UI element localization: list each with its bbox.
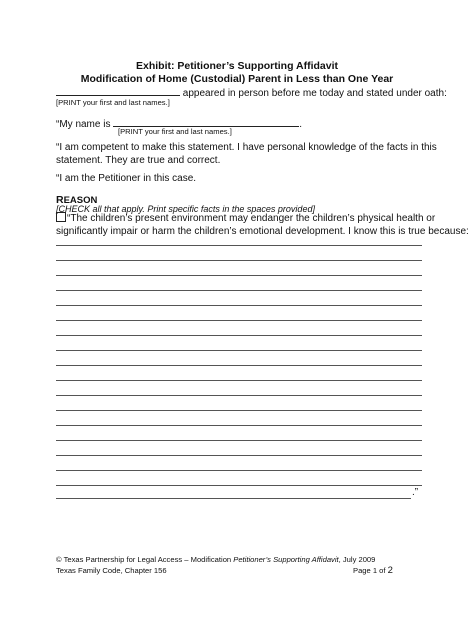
reason-instruction: [CHECK all that apply. Print specific facts in the spaces provided] [56, 204, 315, 214]
writing-line-last[interactable] [56, 498, 411, 499]
petitioner-statement: “I am the Petitioner in this case. [56, 173, 197, 184]
footer-copyright: © Texas Partnership for Legal Access – Modification Petitioner’s Supporting Affidavit, July 2009 [56, 555, 376, 564]
writing-line[interactable] [56, 275, 422, 276]
my-name-blank[interactable] [113, 117, 299, 127]
writing-line[interactable] [56, 245, 422, 246]
competent-line-2: statement. They are true and correct. [56, 154, 221, 166]
document-title: Exhibit: Petitioner’s Supporting Affidavit [135, 60, 339, 72]
writing-line[interactable] [56, 395, 422, 396]
writing-line[interactable] [56, 410, 422, 411]
reason-heading: REASON [56, 194, 98, 206]
footer-code: Texas Family Code, Chapter 156 [56, 566, 167, 575]
writing-line[interactable] [56, 335, 422, 336]
writing-line[interactable] [56, 380, 422, 381]
print-names-note: [PRINT your first and last names.] [56, 98, 170, 107]
competent-line-1: “I am competent to make this statement. I have personal knowledge of the facts in this [56, 142, 437, 153]
writing-line[interactable] [56, 365, 422, 366]
writing-line[interactable] [56, 305, 422, 306]
reason-checkbox[interactable] [56, 212, 66, 222]
closing-quote-mark: .” [412, 487, 419, 498]
reason-option-line-2: significantly impair or harm the children’s emotional development. I know this is true because: [56, 225, 469, 237]
writing-line[interactable] [56, 260, 422, 261]
writing-line[interactable] [56, 440, 422, 441]
reason-option-line-1: “The children’s present environment may endanger the children’s physical health or [67, 213, 436, 224]
document-subtitle: Modification of Home (Custodial) Parent in Less than One Year [80, 73, 394, 85]
my-name-prefix: “My name is [56, 119, 111, 130]
writing-line[interactable] [56, 290, 422, 291]
writing-line[interactable] [56, 425, 422, 426]
page-number: Page 1 of 2 [353, 565, 393, 576]
writing-line[interactable] [56, 485, 422, 486]
my-name-suffix: . [299, 119, 303, 130]
writing-line[interactable] [56, 320, 422, 321]
competent-statement [56, 142, 437, 167]
writing-line[interactable] [56, 470, 422, 471]
writing-line[interactable] [56, 350, 422, 351]
affiant-name-blank[interactable] [56, 86, 180, 96]
reason-option [56, 212, 469, 238]
print-names-note-2: [PRINT your first and last names.] [118, 127, 232, 136]
writing-line[interactable] [56, 455, 422, 456]
appeared-text: appeared in person before me today and stated under oath: [182, 88, 447, 99]
